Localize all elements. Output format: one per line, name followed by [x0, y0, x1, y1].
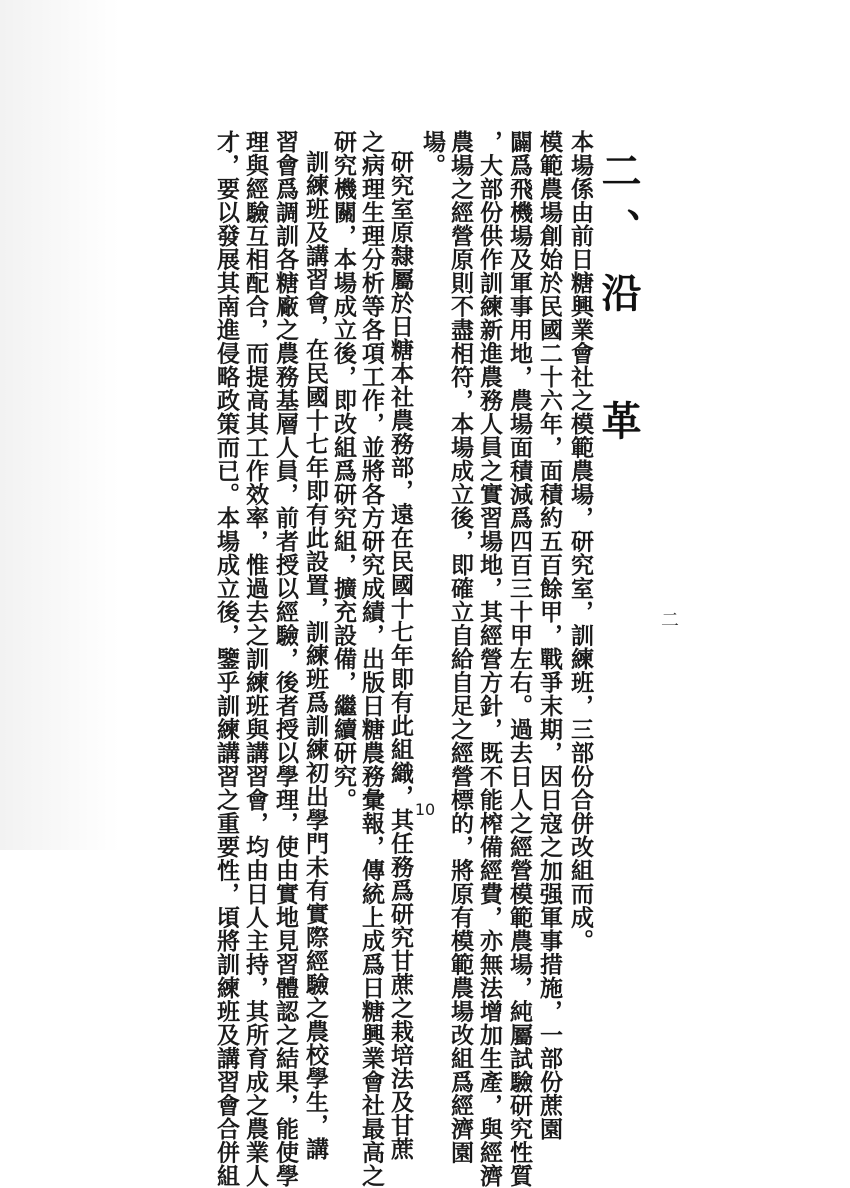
text-column-10: 訓練班及講習會，在民國十七年即有此設置，訓練班爲訓練初出學門未有實際經驗之農校學生，講	[302, 150, 329, 1161]
text-column-3: 闢爲飛機場及軍事用地，農場面積減爲四百三十甲左右。過去日人之經營模範農場，純屬試驗研究性質	[506, 130, 533, 1188]
section-title-char-2: 革	[595, 400, 642, 458]
margin-page-mark: 二	[661, 610, 679, 631]
page-number: 10	[414, 800, 436, 819]
text-column-5: 農場之經營原則不盡相符，本場成立後，即確立自給自足之經營標的，將原有模範農場改組爲經濟園	[447, 130, 474, 1164]
text-column-2: 模範農場創始於民國二十六年，面積約五百餘甲，戰爭末期，因日寇之加强軍事措施，一部份蔗園	[536, 130, 563, 1141]
text-column-6: 場。	[419, 130, 446, 177]
text-column-9: 研究機關，本場成立後，即改組爲研究組，擴充設備，繼續研究。	[330, 130, 357, 812]
text-column-11: 習會爲調訓各糖廠之農務基層人員，前者授以經驗，後者授以學理，使由實地見習體認之結果，能使學	[272, 130, 299, 1188]
section-heading	[596, 150, 640, 458]
text-column-7: 研究室原隸屬於日糖本社農務部，遠在民國十七年即有此組織，其任務爲研究甘蔗之栽培法及甘蔗	[387, 150, 414, 1161]
text-column-13: 才，要以發展其南進侵略政策而已。本場成立後，鑒乎訓練講習之重要性，頃將訓練班及講習會合併組	[213, 130, 240, 1188]
text-column-4: ，大部份供作訓練新進農務人員之實習場地，其經營方針，既不能榨備經費，亦無法增加生產，與經濟	[476, 130, 503, 1188]
text-column-1: 本場係由前日糖興業會社之模範農場，研究室，訓練班，三部份合併改組而成。	[567, 130, 594, 953]
section-title-char-1: 沿	[595, 272, 642, 330]
page-edge-shadow	[0, 0, 120, 850]
text-column-8: 之病理生理分析等各項工作，並將各方研究成績，出版日糖農務彙報，傳統上成爲日糖興業會社最高之	[358, 130, 385, 1188]
text-column-12: 理與經驗互相配合，而提高其工作效率，惟過去之訓練班與講習會，均由日人主持，其所育成之農業人	[242, 130, 269, 1188]
section-number: 二、	[595, 150, 642, 266]
